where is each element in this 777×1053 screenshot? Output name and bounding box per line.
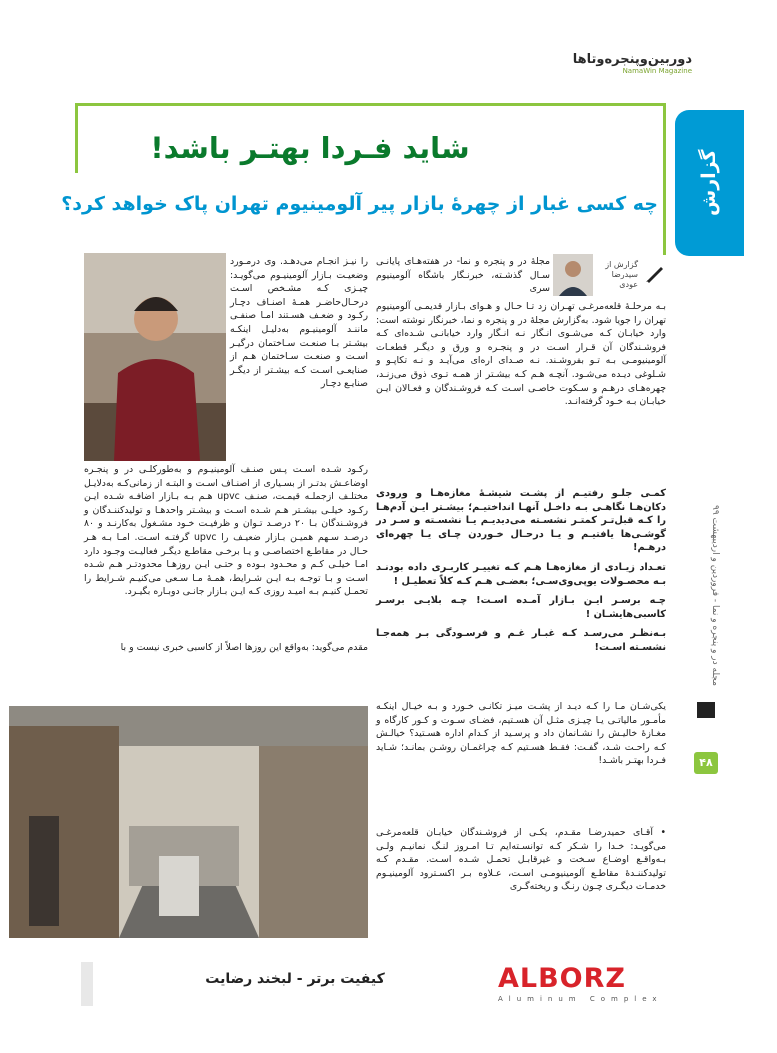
- article-intro: [376, 255, 550, 300]
- body-paragraph: را نیـز انجـام می‌دهـد. وی درمـورد وضعیـت بـازار آلومینیـوم می‌گویـد: چیـزی کـه مشـخص اسـت درحـال‌حاضـر همـۀ اصنـاف دچـار رکـود و ضعـف هسـتند امـا صنفـی ماننـد آلومینیـوم به‌دلیـل اینکـه بیشـتر بـا صنعـت سـاختمان درگیـر اسـت و صنعـت سـاختمان هـم از صنایعـی اسـت کـه بیشـتر از دیگـر صنایـع دچـار: [230, 256, 368, 390]
- bold-paragraph: تعـداد زیـادی از مغازه‌هـا هـم کـه تغییـر کاربـری داده بودنـد بـه محصـولات یوپی‌وی‌سـی؛ بعضـی هـم کـه کلاً تعطیـل !: [376, 561, 666, 587]
- frame-top-line: [75, 103, 665, 106]
- author-photo: [553, 254, 593, 296]
- article-subtitle: چه کسی غبار از چهرۀ بازار پیر آلومینیوم تهران پاک خواهد کرد؟: [61, 193, 658, 215]
- author-label: گزارش از سیدرضا عودی: [605, 260, 638, 289]
- bold-paragraph: بـه‌نظـر می‌رسـد کـه غبـار غـم و فرسـودگی بـر همه‌جـا نشسـته اسـت!: [376, 628, 666, 653]
- magazine-logo-subtitle: NamaWin Magazine: [622, 67, 692, 75]
- window-icon: [697, 702, 715, 718]
- article-column-right-2: [376, 700, 666, 808]
- body-paragraph: رکـود شـده اسـت پـس صنـف آلومینیـوم و به‌طورکلـی در و پنجـره اوضاعـش بدتـر از بسـیاری از اصنـاف اسـت و البتـه از زمانی‌کـه به‌دلایـل مختلـف ازجملـه قیمـت، صنـف upvc هـم بـه بـازار اضافـه شـده ایـن رکـود خیلـی بیشـتر هـم شـده اسـت و بیشـتر واحدهـا و تولیدکننـدگان و فروشـندگان بـا ۲۰ درصـد تـوان و ظرفیـت خـود مشـغول به‌کارنـد و ۸۰ درصـد سـهم همیـن بـازار ضعیـف را upvc گرفتـه اسـت. امـا بـه هـر حـال در مقاطـع اختصاصـی و یـا برخـی مقاطـع دیگـر فعالیـت وجـود دارد امـا خیلـی کـم و محـدود بـوده و حتـی ایـن روزهـا محدودتـر هـم شـده اسـت و بـا توجـه بـه ایـن شـرایط، همـۀ مـا سـعی می‌کنیـم شـرایط را تحمـل کنیـم بـه امیـد روزی کـه ایـن بـازار جانـی دوبـاره بگیـرد.: [84, 464, 368, 598]
- alborz-brand-sub: Aluminum Complex: [498, 995, 663, 1003]
- side-strip-text: مجله در و پنجره و نما - فروردین و اردیبهشت ۹۹: [710, 504, 720, 686]
- body-paragraph: مقدم می‌گوید: به‌واقع این روزها اصلاً از کاسبی خبری نیست و با: [120, 642, 368, 653]
- article-bold-block: [376, 487, 666, 697]
- frame-right-line: [663, 103, 666, 255]
- magazine-logo: [572, 52, 692, 76]
- body-paragraph: یکی‌شـان مـا را کـه دیـد از پشـت میـز تکانـی خـورد و بـه خیـال اینکـه مأمـور مالیاتـی یـا چیـزی مثـل آن هسـتیم، فضـای سـوت و کـور کارگاه و مغـازۀ خالیـش را نشـانمان داد و پرسـید از کـدام اداره هسـتید؟ خیالـش کـه راحـت شـد، گفـت: فقـط هسـتیم کـه چراغمـان روشـن بمانـد؛ شـاید فـردا بهتـر باشـد!: [376, 701, 666, 767]
- street-photo: [9, 706, 368, 938]
- section-label: گزارش داخلی: [698, 149, 765, 217]
- section-tab: [675, 110, 765, 256]
- interviewee-photo: [84, 253, 226, 461]
- side-strip: [690, 470, 720, 800]
- footer-small-logo: [81, 962, 93, 1006]
- page-number: ۴۸: [694, 752, 718, 774]
- article-column-left: [84, 463, 368, 641]
- alborz-logo: [498, 964, 666, 1008]
- article-column-left-bottom: [84, 641, 368, 691]
- article-column-left-top: [230, 255, 368, 463]
- bold-paragraph: کمـی جلـو رفتیـم از پشـت شیشـۀ مغازه‌هـا و ورودی دکان‌هـا نگاهـی بـه داخـل آنهـا انداختیـم؛ بیشـتر ایـن آدم‌هـا را کـه قبل‌تـر کمتـر نشسـته می‌دیدیـم یـا نشسـته و سـر در گوشـی‌ها یافتیـم و یـا درحـال خـوردن چـای یـا چهره‌ای درهـم!: [376, 488, 666, 554]
- article-title: شاید فـردا بهتـر باشد!: [150, 131, 470, 165]
- body-paragraph: • آقـای حمیدرضـا مقـدم، یکـی از فروشـندگان خیابـان قلعه‌مرغـی می‌گویـد: خـدا را شـکر کـه توانسـته‌ایم تـا امـروز لنـگ نمانیـم ولـی بـه‌واقـع اوضـاع سـخت و غیرقابـل تحمـل شـده اسـت. مقـدم کـه تولیدکننـدۀ مقاطـع آلومینیومـی اسـت، عـلاوه بـر اکسـترود آلومینیـوم خدمـات دیگـری چـون رنـگ و ریخته‌گـری: [376, 827, 666, 893]
- article-column-right: [376, 300, 666, 472]
- article-column-right-3: [376, 826, 666, 938]
- pen-icon: [644, 262, 666, 284]
- body-paragraph: بـه مرحلـۀ قلعه‌مرغـی تهـران زد تـا حـال و هـوای بـازار قدیمـی آلومینیوم تهران را جویا شود. به‌گزارش مجلۀ در و پنجره و نما، خبرنگار نوشته است: وارد خیابـان کـه می‌شـوی انـگار نـه انـگار وارد خیابانـی شـده‌ای کـه فروشـندگان آن قـرار اسـت در و پنجـره و ورق و دیگـر قطعـات آلومینیومـی بـه تـو بفروشـند. نـه صـدای اره‌ای می‌آیـد و نـه تکاپـو و شـلوغی دیـده می‌شـود. آنچـه هـم کـه بیشـتر از همـه تـوی ذوق می‌زنـد، چهره‌هـای درهـم و سـکوت خاصـی اسـت کـه فروشـندگان و فعـالان ایـن خیابـان بـه خـود گرفته‌انـد.: [376, 301, 666, 408]
- frame-left-line: [75, 103, 78, 173]
- bold-paragraph: چـه برسـر ایـن بـازار آمـده اسـت! چـه بلایـی برسـر کاسبی‌هایشـان !: [376, 595, 666, 620]
- alborz-brand: ALBORZ: [498, 963, 627, 994]
- magazine-logo-title: دوربین‌وپنجره‌وتاها: [572, 52, 692, 67]
- footer-slogan: کیفیت برتر - لبخند رضایت: [205, 971, 385, 987]
- intro-paragraph: مجلۀ در و پنجره و نما- در هفته‌هـای پایانـی سـال گذشـته، خبرنـگار باشگاه آلومینیوم سری: [376, 256, 550, 295]
